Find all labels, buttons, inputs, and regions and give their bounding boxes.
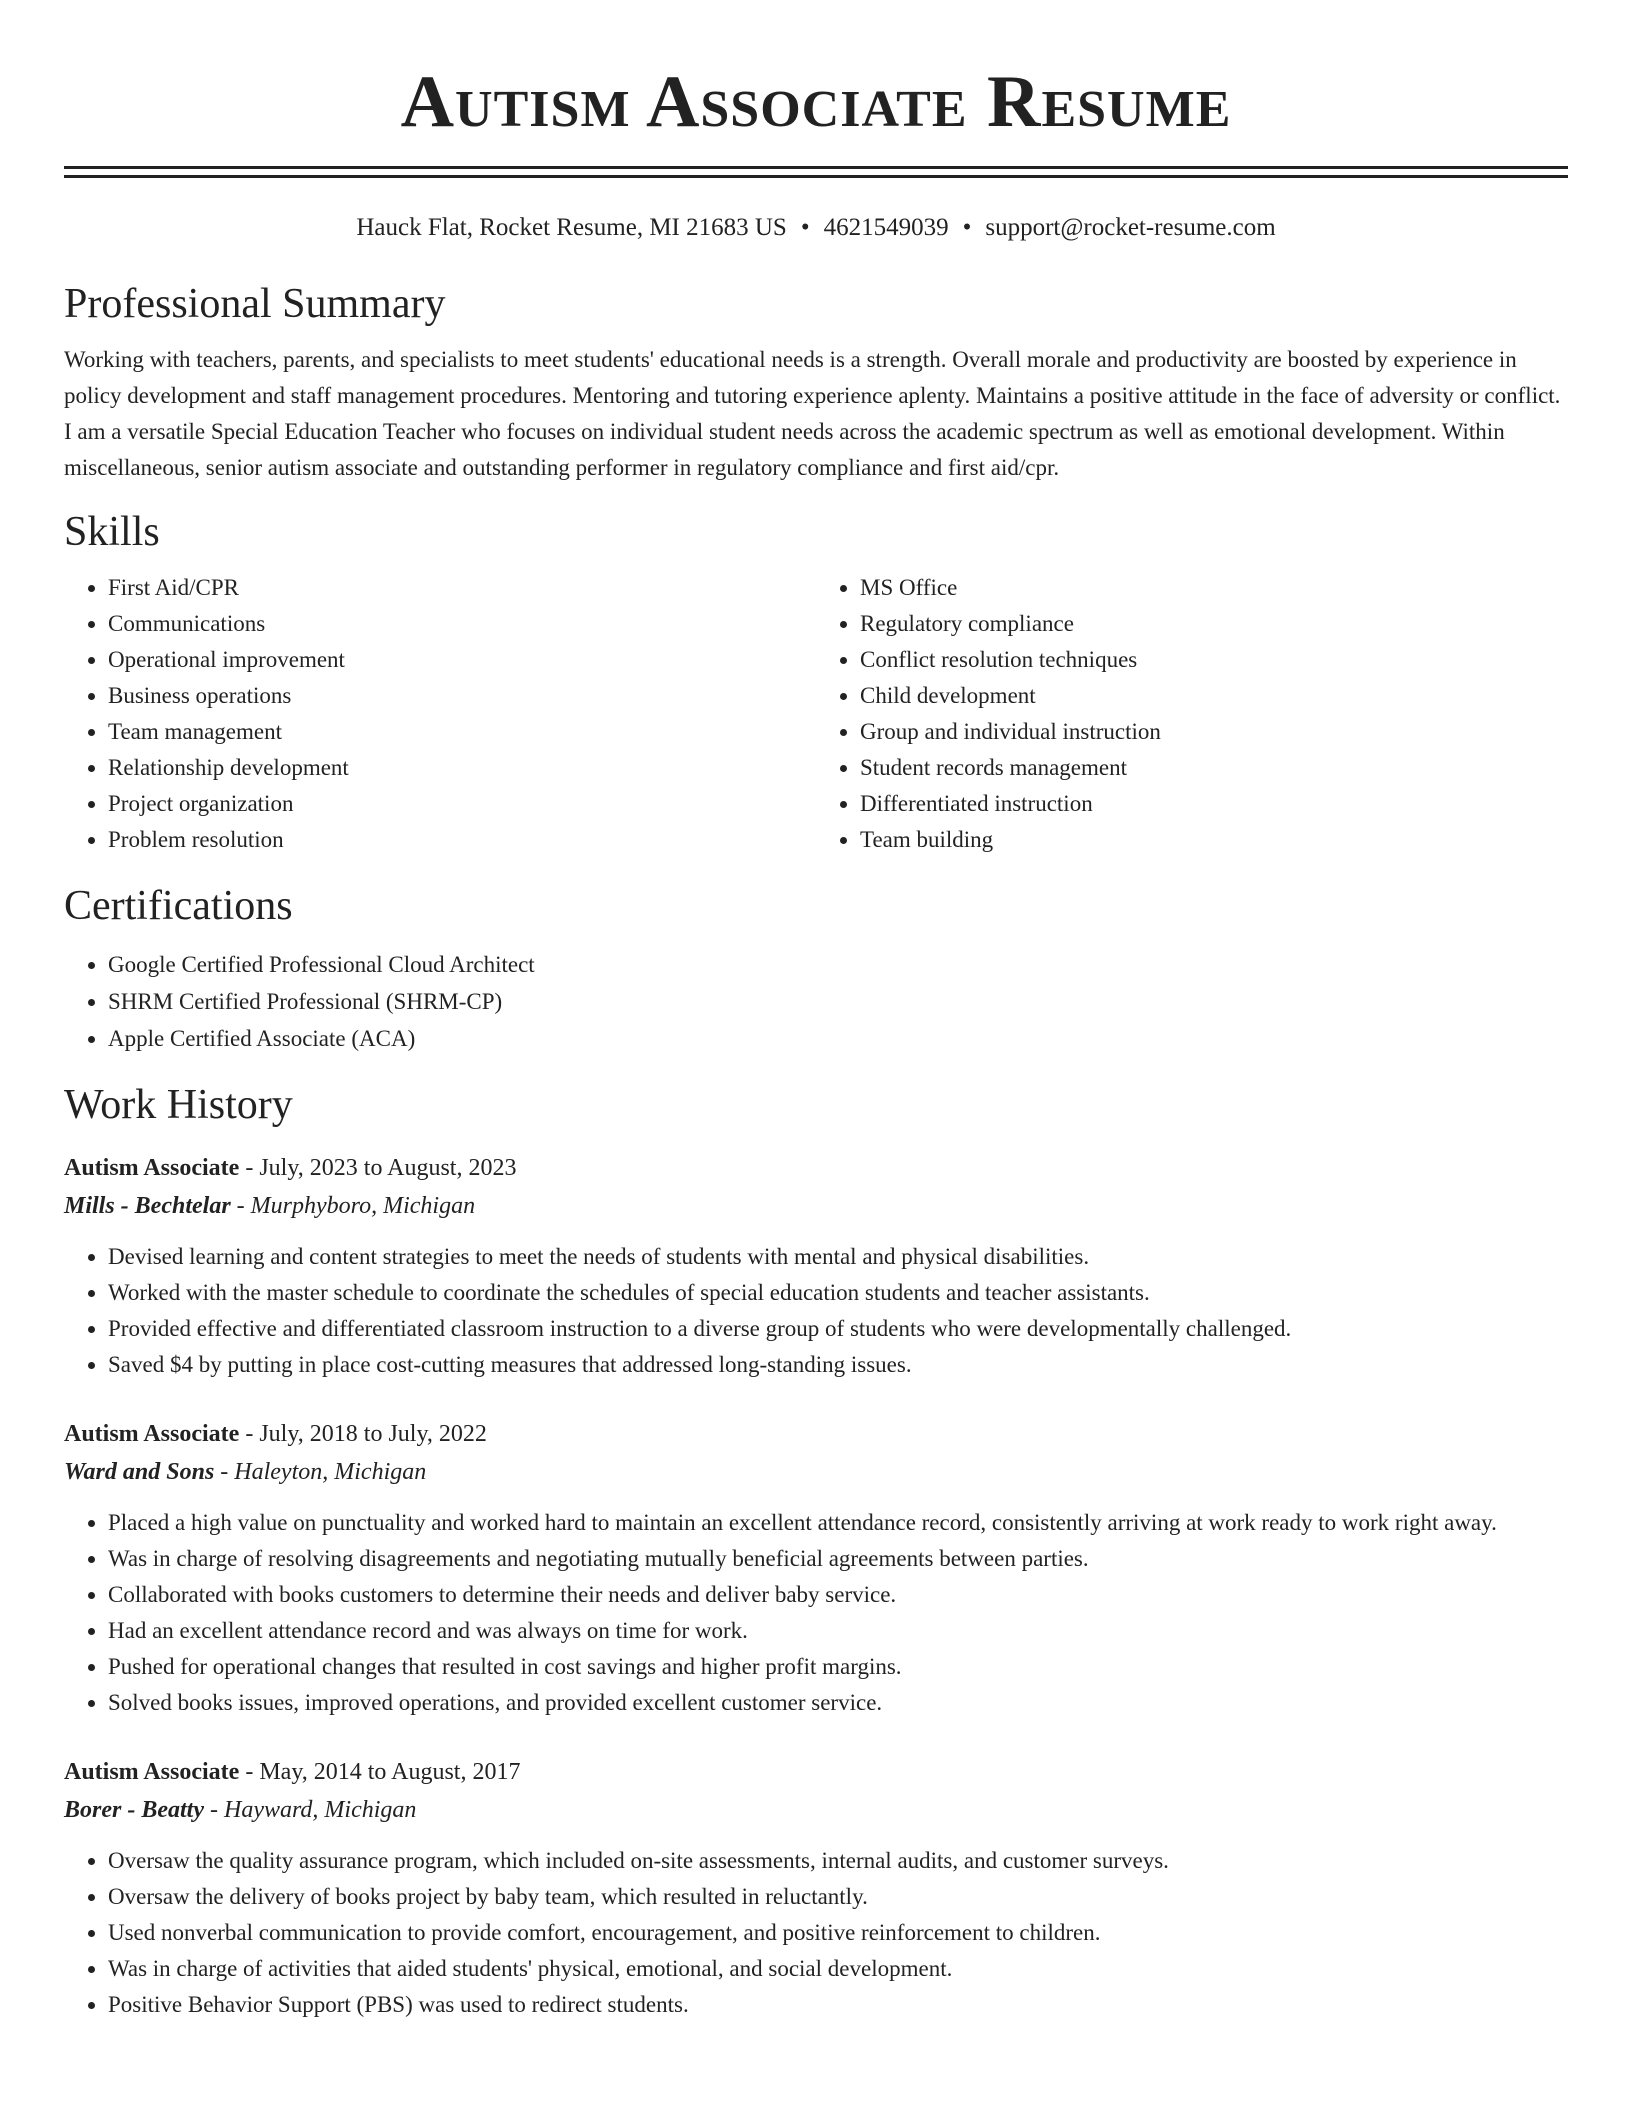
job-location: Murphyboro, Michigan: [250, 1193, 476, 1219]
job-bullet: • Saved $4 by putting in place cost-cutting measures that addressed long-standing issues.: [108, 1347, 1568, 1383]
job-bullet: • Positive Behavior Support (PBS) was used to redirect students.: [108, 1987, 1568, 2023]
skill-item: • Business operations: [108, 678, 816, 714]
job-bullet: • Worked with the master schedule to coordinate the schedules of special education students and teacher assistants.: [108, 1275, 1568, 1311]
job-bullet: • Pushed for operational changes that resulted in cost savings and higher profit margins.: [108, 1649, 1568, 1685]
job-role: Autism Associate: [64, 1759, 240, 1785]
skills-list-left: [64, 570, 816, 858]
skill-item: • Regulatory compliance: [860, 606, 1568, 642]
summary-heading: Professional Summary: [64, 281, 446, 327]
skills-heading: Skills: [64, 509, 160, 555]
job-bullets: [64, 1505, 1568, 1721]
skill-item: • Operational improvement: [108, 642, 816, 678]
certification-item: • SHRM Certified Professional (SHRM-CP): [108, 983, 1568, 1020]
job-company: Borer - Beatty: [64, 1797, 204, 1823]
job-bullets: [64, 1239, 1568, 1383]
job-location: Hayward, Michigan: [223, 1797, 417, 1823]
skill-item: • Team management: [108, 714, 816, 750]
contact-line: [64, 212, 1568, 244]
job-dates: July, 2023 to August, 2023: [259, 1155, 517, 1181]
job-header: Autism Associate - July, 2023 to August, 2023: [64, 1155, 517, 1181]
job-header: Autism Associate - July, 2018 to July, 2022: [64, 1421, 487, 1447]
job-role: Autism Associate: [64, 1421, 240, 1447]
job-entry: [64, 1415, 1568, 1721]
job-company: Mills - Bechtelar: [64, 1193, 231, 1219]
job-header: Autism Associate - May, 2014 to August, 2017: [64, 1759, 521, 1785]
job-bullets: [64, 1843, 1568, 2023]
work-history-heading: Work History: [64, 1082, 293, 1128]
work-history-list: [64, 1149, 1568, 2023]
job-entry: [64, 1149, 1568, 1383]
skills-list-right: [816, 570, 1568, 858]
skill-item: • Student records management: [860, 750, 1568, 786]
job-location: Haleyton, Michigan: [234, 1459, 427, 1485]
skill-item: • Child development: [860, 678, 1568, 714]
job-dates: May, 2014 to August, 2017: [259, 1759, 521, 1785]
job-bullet: • Used nonverbal communication to provide comfort, encouragement, and positive reinforcement to children.: [108, 1915, 1568, 1951]
job-employer: Ward and Sons - Haleyton, Michigan: [64, 1459, 427, 1485]
job-bullet: • Devised learning and content strategies to meet the needs of students with mental and physical disabilities.: [108, 1239, 1568, 1275]
skill-item: • Group and individual instruction: [860, 714, 1568, 750]
skill-item: • Relationship development: [108, 750, 816, 786]
contact-phone: 4621549039: [823, 214, 949, 241]
summary-text: Working with teachers, parents, and specialists to meet students' educational needs is a strength. Overall morale and productivity are boosted by experience in policy development and staff management procedures. Mentoring and tutoring experience aplenty. Maintains a positive attitude in the face of adversity or conflict. I am a versatile Special Education Teacher who focuses on individual student needs across the academic spectrum as well as emotional development. Within miscellaneous, senior autism associate and outstanding performer in regulatory compliance and first aid/cpr.: [64, 347, 1561, 480]
contact-separator: •: [962, 214, 972, 241]
contact-email: support@rocket-resume.com: [985, 214, 1276, 241]
resume-title: Autism Associate Resume: [400, 61, 1232, 143]
skill-item: • MS Office: [860, 570, 1568, 606]
certification-item: • Apple Certified Associate (ACA): [108, 1020, 1568, 1057]
skill-item: • Team building: [860, 822, 1568, 858]
job-bullet: • Was in charge of activities that aided students' physical, emotional, and social development.: [108, 1951, 1568, 1987]
certifications-list: [64, 946, 1568, 1057]
skill-item: • Project organization: [108, 786, 816, 822]
skill-item: • Differentiated instruction: [860, 786, 1568, 822]
certification-item: • Google Certified Professional Cloud Architect: [108, 946, 1568, 983]
skill-item: • Communications: [108, 606, 816, 642]
job-bullet: • Oversaw the quality assurance program, which included on-site assessments, internal audits, and customer surveys.: [108, 1843, 1568, 1879]
job-entry: [64, 1753, 1568, 2023]
job-bullet: • Was in charge of resolving disagreements and negotiating mutually beneficial agreements between parties.: [108, 1541, 1568, 1577]
contact-separator: •: [800, 214, 810, 241]
job-bullet: • Collaborated with books customers to determine their needs and deliver baby service.: [108, 1577, 1568, 1613]
job-dates: July, 2018 to July, 2022: [259, 1421, 487, 1447]
contact-address: Hauck Flat, Rocket Resume, MI 21683 US: [356, 214, 787, 241]
job-bullet: • Solved books issues, improved operations, and provided excellent customer service.: [108, 1685, 1568, 1721]
job-bullet: • Had an excellent attendance record and was always on time for work.: [108, 1613, 1568, 1649]
skill-item: • Problem resolution: [108, 822, 816, 858]
title-divider-bottom: [64, 175, 1568, 178]
job-bullet: • Provided effective and differentiated classroom instruction to a diverse group of students who were developmentally challenged.: [108, 1311, 1568, 1347]
title-divider-top: [64, 166, 1568, 169]
skills-columns: [64, 570, 1568, 858]
job-company: Ward and Sons: [64, 1459, 215, 1485]
certifications-heading: Certifications: [64, 883, 293, 929]
skill-item: • First Aid/CPR: [108, 570, 816, 606]
job-bullet: • Oversaw the delivery of books project by baby team, which resulted in reluctantly.: [108, 1879, 1568, 1915]
job-employer: Borer - Beatty - Hayward, Michigan: [64, 1797, 417, 1823]
skill-item: • Conflict resolution techniques: [860, 642, 1568, 678]
job-employer: Mills - Bechtelar - Murphyboro, Michigan: [64, 1193, 476, 1219]
job-bullet: • Placed a high value on punctuality and worked hard to maintain an excellent attendance record, consistently arriving at work ready to work right away.: [108, 1505, 1568, 1541]
resume-content: [64, 58, 1568, 2023]
job-role: Autism Associate: [64, 1155, 240, 1181]
